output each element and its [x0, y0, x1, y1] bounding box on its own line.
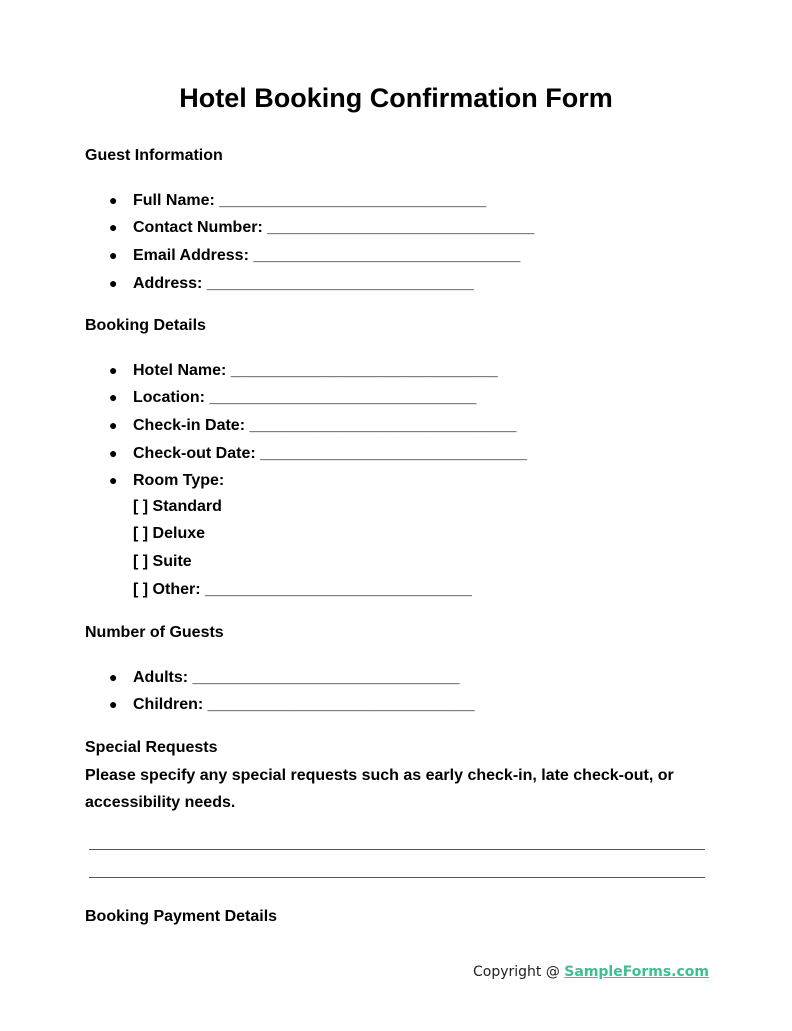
check-out-date-label: Check-out Date: ______________________________: [133, 445, 528, 462]
bullet-icon: ●: [109, 417, 118, 433]
adults-label: Adults: ______________________________: [133, 669, 460, 686]
full-name-field[interactable]: [109, 190, 486, 211]
special-requests-line-1[interactable]: [89, 849, 705, 850]
bullet-icon: ●: [109, 389, 118, 405]
bullet-icon: ●: [109, 247, 118, 263]
check-in-date-field[interactable]: [109, 415, 516, 436]
bullet-icon: ●: [109, 696, 118, 712]
location-field[interactable]: [109, 387, 476, 408]
room-type-field: [109, 470, 224, 491]
contact-number-field[interactable]: [109, 217, 534, 238]
room-type-label: Room Type:: [133, 472, 225, 489]
guest-information-heading: Guest Information: [85, 147, 223, 164]
page-title: Hotel Booking Confirmation Form: [179, 83, 613, 113]
booking-payment-details-heading: Booking Payment Details: [85, 908, 278, 925]
room-option-other[interactable]: [ ] Other: ______________________________: [133, 581, 472, 598]
full-name-label: Full Name: ______________________________: [133, 192, 487, 209]
check-in-date-label: Check-in Date: ______________________________: [133, 417, 517, 434]
bullet-icon: ●: [109, 219, 118, 235]
copyright-prefix: Copyright @: [472, 964, 565, 980]
adults-field[interactable]: [109, 667, 460, 688]
email-address-field[interactable]: [109, 245, 520, 266]
bullet-icon: ●: [109, 445, 118, 461]
special-requests-line-2[interactable]: [89, 877, 705, 878]
address-field[interactable]: [109, 273, 474, 294]
room-option-deluxe[interactable]: [ ] Deluxe: [133, 525, 206, 542]
special-requests-instructions: Please specify any special requests such as early check-in, late check-out, or accessibility needs.: [85, 767, 674, 811]
copyright-notice: [473, 963, 709, 981]
address-label: Address: ______________________________: [133, 275, 474, 292]
hotel-name-label: Hotel Name: ______________________________: [133, 362, 498, 379]
children-label: Children: ______________________________: [133, 696, 475, 713]
room-option-standard[interactable]: [ ] Standard: [133, 498, 222, 515]
bullet-icon: ●: [109, 472, 118, 488]
bullet-icon: ●: [109, 192, 118, 208]
room-option-suite[interactable]: [ ] Suite: [133, 553, 192, 570]
bullet-icon: ●: [109, 275, 118, 291]
email-address-label: Email Address: ______________________________: [133, 247, 521, 264]
booking-details-heading: Booking Details: [85, 317, 206, 334]
bullet-icon: ●: [109, 669, 118, 685]
hotel-name-field[interactable]: [109, 360, 498, 381]
check-out-date-field[interactable]: [109, 443, 527, 464]
number-of-guests-heading: Number of Guests: [85, 624, 224, 641]
special-requests-heading: Special Requests: [85, 739, 218, 756]
children-field[interactable]: [109, 694, 475, 715]
location-label: Location: ______________________________: [133, 389, 477, 406]
contact-number-label: Contact Number: ______________________________: [133, 219, 535, 236]
sampleforms-link[interactable]: SampleForms.com: [564, 964, 709, 980]
bullet-icon: ●: [109, 362, 118, 378]
